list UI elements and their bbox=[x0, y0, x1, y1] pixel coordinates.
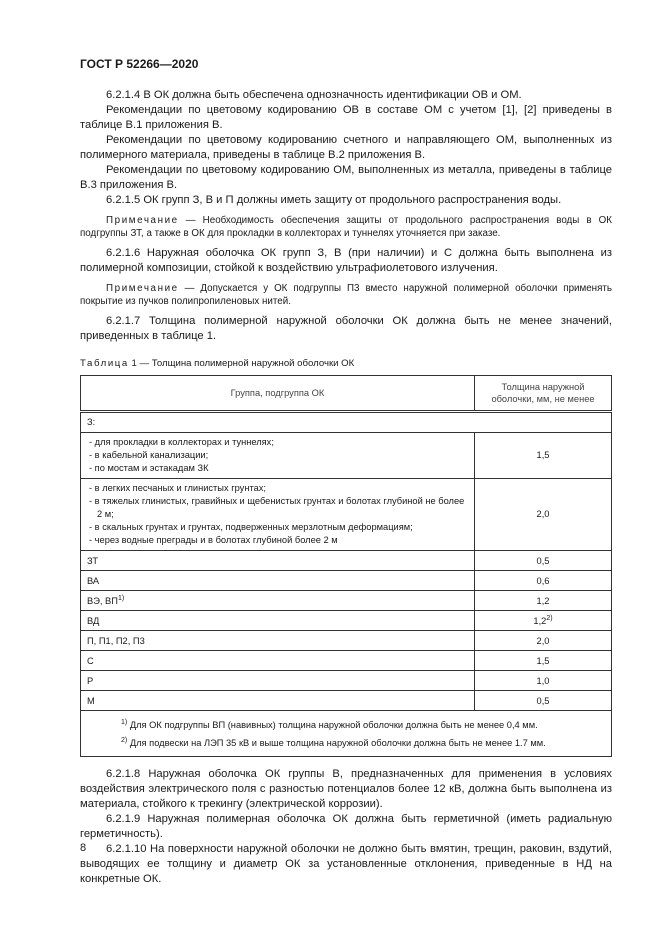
footnote-1 bbox=[121, 715, 605, 733]
note-label: Примечание bbox=[106, 283, 179, 294]
group-label-cell: З: bbox=[81, 412, 612, 433]
note-label: Примечание bbox=[106, 215, 179, 226]
list-item: - в тяжелых глинистых, гравийных и щебенистых грунтах и болотах глубиной не более 2 м; bbox=[89, 496, 465, 519]
subgroup-cell bbox=[81, 691, 475, 711]
block1-conditions-cell bbox=[81, 433, 475, 479]
table-row bbox=[81, 433, 612, 479]
thickness-cell bbox=[475, 611, 612, 631]
paragraph-6-2-1-4: 6.2.1.4 В ОК должна быть обеспечена однозначность идентификации ОВ и ОМ. bbox=[106, 89, 522, 101]
paragraph-recommend-b3: Рекомендации по цветовому кодированию ОМ, выполненных из металла, приведены в таблице В.3 приложения В. bbox=[80, 164, 612, 191]
thickness-cell bbox=[475, 631, 612, 651]
footnote-text: Для подвески на ЛЭП 35 кВ и выше толщина наружной оболочки должна быть не менее 1.7 мм. bbox=[127, 738, 546, 749]
note-water-protection bbox=[80, 214, 612, 240]
table-row bbox=[81, 591, 612, 611]
paragraph-6-2-1-5: 6.2.1.5 ОК групп З, В и П должны иметь защиту от продольного распространения воды. bbox=[106, 194, 562, 206]
subgroup-cell bbox=[81, 651, 475, 671]
subgroup-name: ЗТ bbox=[87, 556, 99, 567]
table-row bbox=[81, 479, 612, 551]
thickness-cell bbox=[475, 551, 612, 571]
subgroup-cell bbox=[81, 551, 475, 571]
footnote-mark: 2) bbox=[121, 737, 128, 745]
block2-conditions-cell bbox=[81, 479, 475, 551]
thickness-value: 1,0 bbox=[536, 676, 550, 687]
note-text: — Необходимость обеспечения защиты от продольного распространения воды в ОК подгруппы ЗТ, а также в ОК для прокладки в коллекторах и туннелях уточняется при заказе. bbox=[80, 215, 612, 239]
subgroup-cell bbox=[81, 671, 475, 691]
table-footnotes-row bbox=[81, 711, 612, 757]
table-caption-label: Таблица bbox=[80, 358, 129, 369]
thickness-value: 0,5 bbox=[536, 556, 550, 567]
subgroup-name: ВЭ, ВП bbox=[87, 596, 118, 607]
subgroup-cell bbox=[81, 611, 475, 631]
table-row bbox=[81, 571, 612, 591]
footnote-ref: 2) bbox=[546, 615, 553, 623]
subgroup-name: Р bbox=[87, 676, 94, 687]
table-row bbox=[81, 651, 612, 671]
document-body bbox=[80, 88, 612, 887]
footnote-2 bbox=[121, 733, 605, 751]
table-row bbox=[81, 631, 612, 651]
thickness-cell bbox=[475, 571, 612, 591]
thickness-value: 0,6 bbox=[536, 576, 550, 587]
table-row bbox=[81, 671, 612, 691]
list-item: - по мостам и эстакадам ЗК bbox=[89, 463, 209, 473]
list-item: - в скальных грунтах и грунтах, подверженных мерзлотным деформациям; bbox=[89, 522, 413, 532]
subgroup-name: ВД bbox=[87, 616, 100, 627]
column-header-thickness: Толщина наружной оболочки, мм, не менее bbox=[475, 376, 612, 412]
subgroup-cell bbox=[81, 591, 475, 611]
table-row bbox=[81, 611, 612, 631]
column-header-group: Группа, подгруппа ОК bbox=[81, 376, 475, 412]
thickness-value: 1,2 bbox=[533, 616, 547, 627]
paragraph-6-2-1-10: 6.2.1.10 На поверхности наружной оболочки не должно быть вмятин, трещин, раковин, вздутий, выводящих ее толщину и диаметр ОК за установленные отклонения, приведенные в НД на конкретные ОК. bbox=[80, 843, 612, 886]
note-text: — Допускается у ОК подгруппы П3 вместо наружной полимерной оболочки применять покрытие из пучков полипропиленовых нитей. bbox=[80, 283, 612, 307]
table-caption bbox=[80, 356, 612, 371]
footnote-ref: 1) bbox=[117, 595, 125, 603]
subgroup-cell bbox=[81, 631, 475, 651]
table-row bbox=[81, 551, 612, 571]
paragraph-recommend-b1: Рекомендации по цветовому кодированию ОВ в составе ОМ с учетом [1], [2] приведены в таблице В.1 приложения В. bbox=[80, 104, 612, 131]
thickness-value: 0,5 bbox=[536, 696, 550, 707]
thickness-value: 1,2 bbox=[536, 596, 550, 607]
thickness-table bbox=[80, 375, 612, 757]
table-header-row bbox=[81, 376, 612, 412]
paragraph-6-2-1-8: 6.2.1.8 Наружная оболочка ОК группы В, предназначенных для применения в условиях воздействия электрического поля с разностью потенциалов более 12 кВ, должна быть выполнена из материала, стойкого к трекингу (электрической коррозии). bbox=[80, 768, 612, 811]
paragraph-recommend-b2: Рекомендации по цветовому кодированию счетного и направляющего ОМ, выполненных из полимерного материала, приведены в таблице В.2 приложения В. bbox=[80, 134, 612, 161]
table-caption-text: 1 — Толщина полимерной наружной оболочки ОК bbox=[128, 358, 355, 369]
thickness-cell bbox=[475, 671, 612, 691]
table-row bbox=[81, 412, 612, 433]
page-number: 8 bbox=[80, 842, 87, 854]
thickness-cell bbox=[475, 651, 612, 671]
subgroup-name: М bbox=[87, 696, 95, 707]
list-item: - в кабельной канализации; bbox=[89, 450, 209, 460]
subgroup-cell bbox=[81, 571, 475, 591]
list-item: - для прокладки в коллекторах и туннелях; bbox=[89, 437, 274, 447]
thickness-value: 1,5 bbox=[536, 656, 550, 667]
note-polypropylene bbox=[80, 282, 612, 308]
list-item: - через водные преграды и в болотах глубиной более 2 м bbox=[89, 535, 338, 545]
table-row bbox=[81, 691, 612, 711]
paragraph-6-2-1-9: 6.2.1.9 Наружная полимерная оболочка ОК должна быть герметичной (иметь радиальную герметичность). bbox=[80, 813, 612, 841]
subgroup-name: П, П1, П2, П3 bbox=[87, 636, 145, 647]
thickness-cell bbox=[475, 691, 612, 711]
paragraphs-after-table bbox=[80, 767, 612, 887]
block1-value-cell: 1,5 bbox=[475, 433, 612, 479]
block2-value-cell: 2,0 bbox=[475, 479, 612, 551]
paragraph-6-2-1-7: 6.2.1.7 Толщина полимерной наружной оболочки ОК должна быть не менее значений, приведенных в таблице 1. bbox=[80, 315, 612, 342]
thickness-value: 2,0 bbox=[536, 636, 550, 647]
footnote-text: Для ОК подгруппы ВП (навивных) толщина наружной оболочки должна быть не менее 0,4 мм. bbox=[127, 720, 538, 731]
thickness-cell bbox=[475, 591, 612, 611]
subgroup-name: С bbox=[87, 656, 94, 667]
footnote-mark: 1) bbox=[121, 719, 128, 726]
table-footnotes-cell bbox=[81, 711, 612, 757]
list-item: - в легких песчаных и глинистых грунтах; bbox=[89, 483, 267, 493]
subgroup-name: ВА bbox=[87, 576, 100, 587]
paragraph-6-2-1-6: 6.2.1.6 Наружная оболочка ОК групп З, В (при наличии) и С должна быть выполнена из полимерной композиции, стойкой к воздействию ультрафиолетового излучения. bbox=[80, 247, 612, 274]
document-header: ГОСТ Р 52266—2020 bbox=[80, 57, 199, 71]
